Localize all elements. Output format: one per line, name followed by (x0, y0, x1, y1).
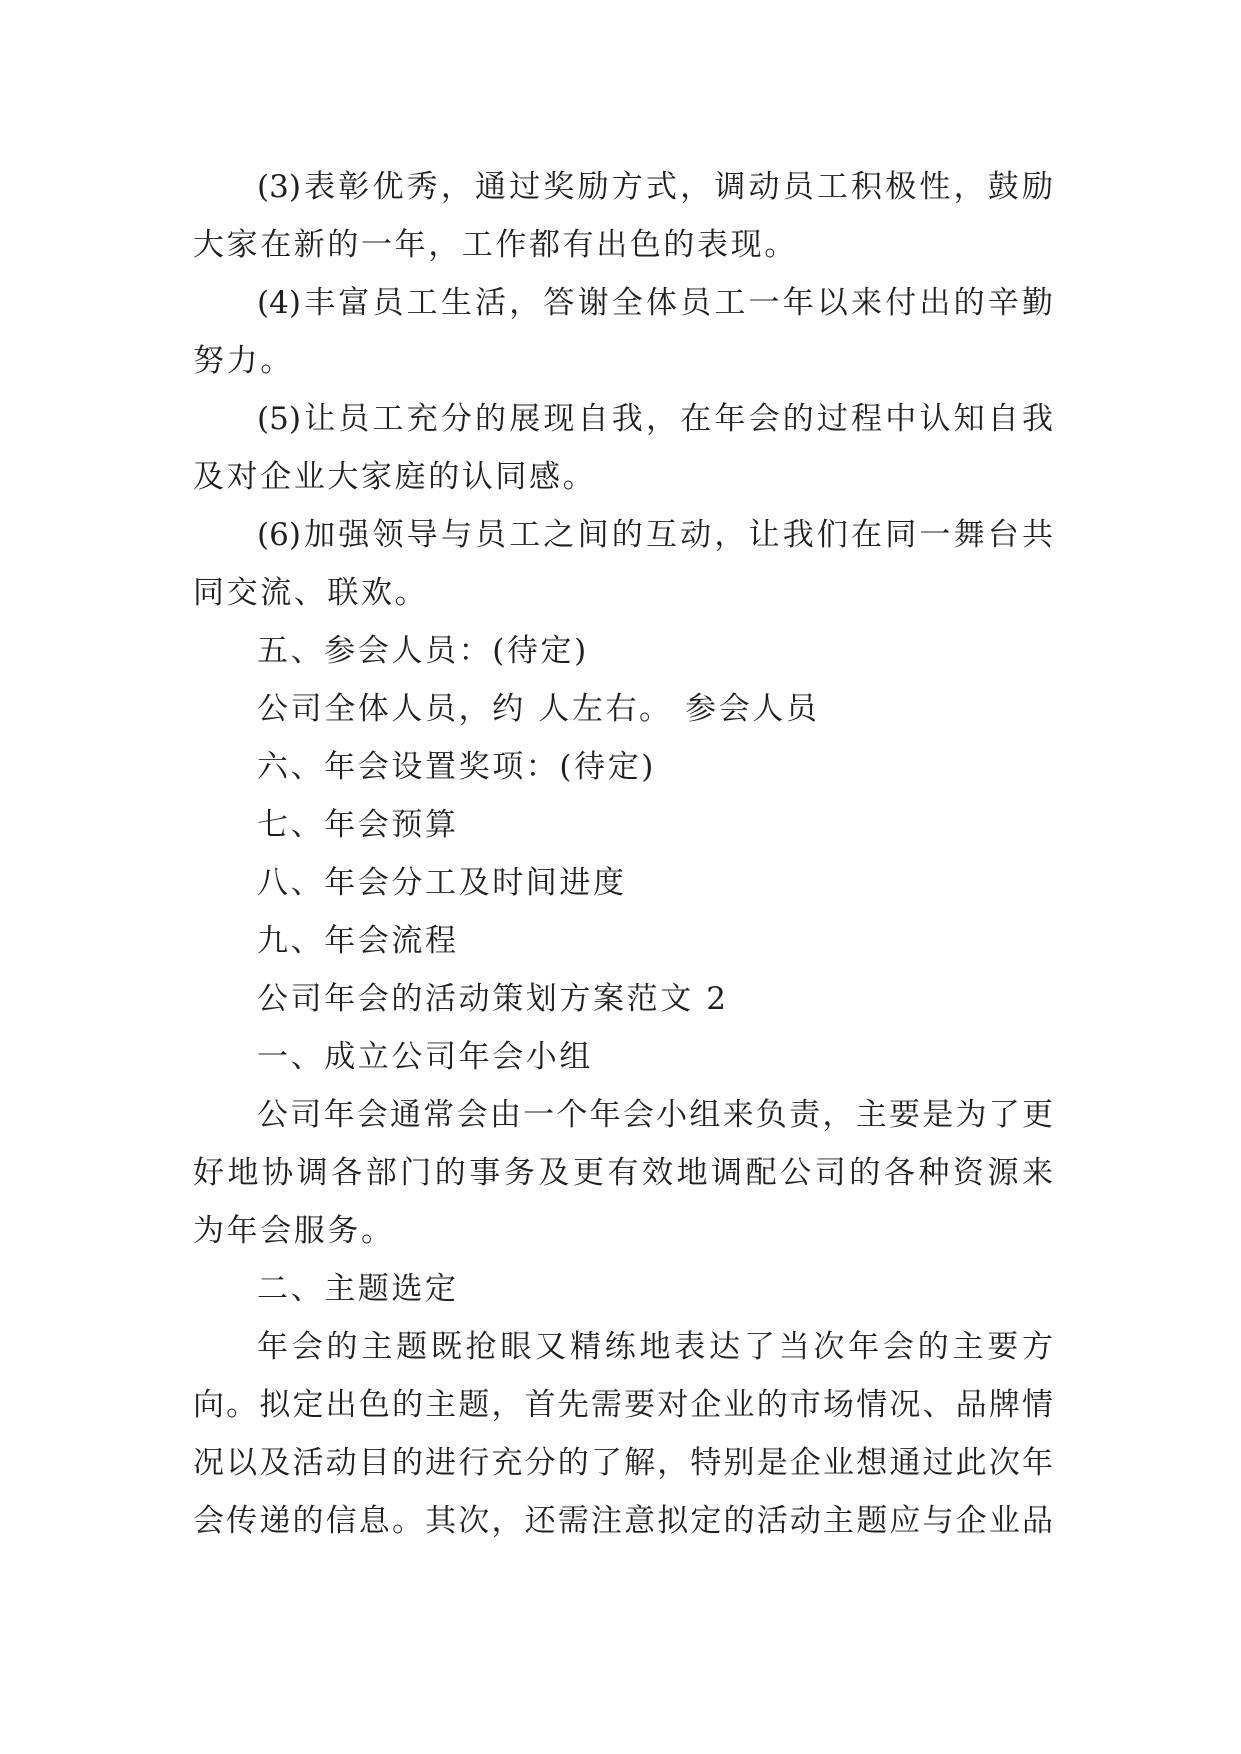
text-line: (6)加强领导与员工之间的互动，让我们在同一舞台共 (257, 517, 1053, 553)
text-line: 六、年会设置奖项：(待定) (257, 749, 656, 785)
text-line: 为年会服务。 (193, 1213, 395, 1249)
text-line: (5)让员工充分的展现自我，在年会的过程中认知自我 (257, 401, 1053, 437)
text-line: 五、参会人员：(待定) (257, 633, 589, 669)
text-line: 年会的主题既抢眼又精练地表达了当次年会的主要方 (257, 1329, 1053, 1365)
document-body (193, 158, 1053, 1550)
text-line: 九、年会流程 (257, 923, 459, 959)
text-line: 努力。 (193, 343, 294, 379)
text-line: 公司全体人员，约 人左右。 参会人员 (257, 691, 820, 727)
text-line: 公司年会通常会由一个年会小组来负责，主要是为了更 (257, 1097, 1053, 1133)
text-line: 大家在新的一年，工作都有出色的表现。 (193, 227, 798, 263)
text-line: 公司年会的活动策划方案范文 2 (257, 981, 729, 1017)
text-line: 二、主题选定 (257, 1271, 459, 1307)
text-line: 七、年会预算 (257, 807, 459, 843)
text-line: 会传递的信息。其次，还需注意拟定的活动主题应与企业品 (193, 1503, 1053, 1539)
text-line: 好地协调各部门的事务及更有效地调配公司的各种资源来 (193, 1155, 1053, 1191)
text-line: 一、成立公司年会小组 (257, 1039, 593, 1075)
text-line: (3)表彰优秀，通过奖励方式，调动员工积极性，鼓励 (257, 169, 1053, 205)
text-line: 况以及活动目的进行充分的了解，特别是企业想通过此次年 (193, 1445, 1053, 1481)
text-line: 同交流、联欢。 (193, 575, 429, 611)
text-line: (4)丰富员工生活，答谢全体员工一年以来付出的辛勤 (257, 285, 1053, 321)
text-line: 八、年会分工及时间进度 (257, 865, 627, 901)
text-line: 向。拟定出色的主题，首先需要对企业的市场情况、品牌情 (193, 1387, 1053, 1423)
text-line: 及对企业大家庭的认同感。 (193, 459, 597, 495)
